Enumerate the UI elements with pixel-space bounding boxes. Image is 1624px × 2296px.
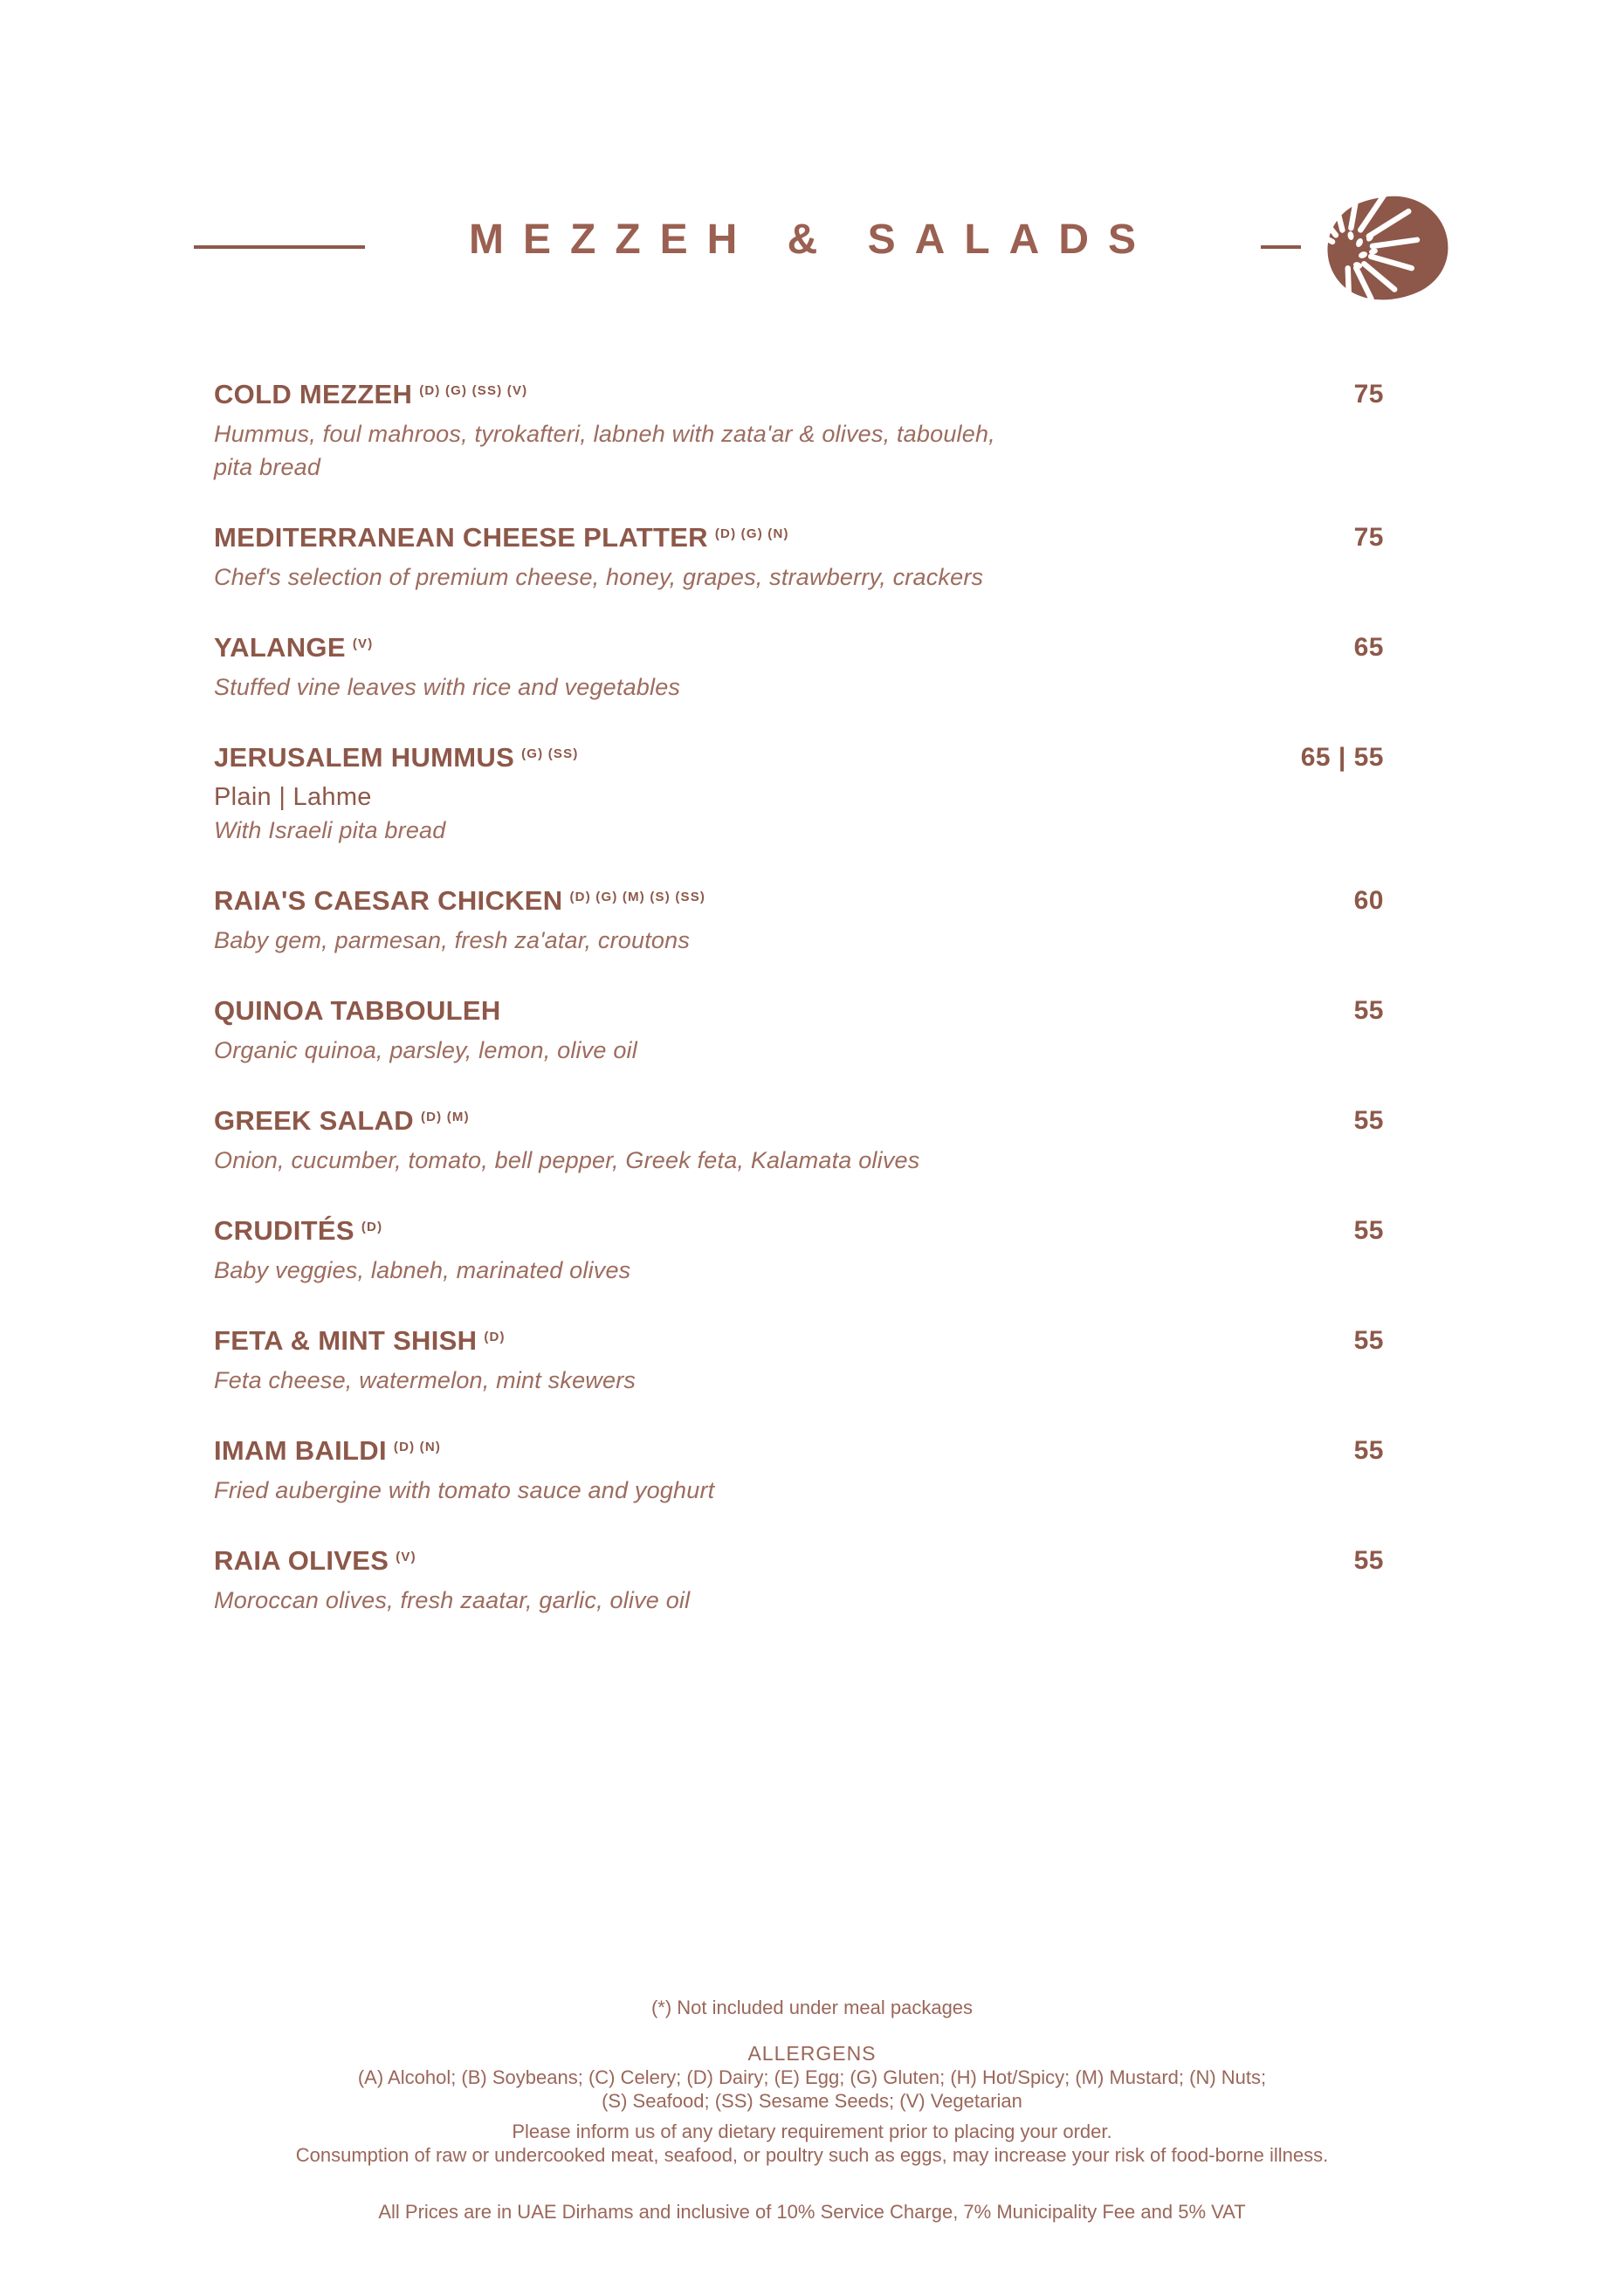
menu-item-title [214, 1323, 506, 1364]
menu-item [214, 993, 1384, 1067]
menu-item-price: 55 [1353, 1546, 1384, 1575]
menu-item-name: IMAM BAILDI [214, 1435, 387, 1466]
menu-item [214, 1103, 1384, 1177]
menu-item-name: FETA & MINT SHISH [214, 1325, 478, 1356]
menu-item-variant: Plain | Lahme [214, 783, 372, 811]
menu-items [214, 377, 1384, 1653]
menu-item-header [214, 1543, 1384, 1584]
allergens-heading: ALLERGENS [747, 2042, 877, 2065]
menu-item-title [214, 1543, 416, 1584]
menu-item-price: 55 [1353, 1436, 1384, 1465]
dietary-notice-line-1: Please inform us of any dietary requirement prior to placing your order. [512, 2121, 1112, 2142]
allergens-legend-line-1: (A) Alcohol; (B) Soybeans; (C) Celery; (D) Dairy; (E) Egg; (G) Gluten; (H) Hot/Spicy; (M) Mustard; (N) Nuts; [357, 2066, 1267, 2088]
menu-item-description: Fried aubergine with tomato sauce and yoghurt [214, 1477, 715, 1503]
menu-item [214, 520, 1384, 594]
menu-item [214, 740, 1384, 847]
menu-item-title [214, 630, 373, 670]
menu-item-title [214, 1103, 470, 1144]
menu-item-price: 55 [1353, 996, 1384, 1025]
menu-item-header [214, 1433, 1384, 1474]
menu-item-header [214, 1323, 1384, 1364]
menu-item-name: COLD MEZZEH [214, 379, 413, 409]
menu-item-description: Hummus, foul mahroos, tyrokafteri, labneh with zata'ar & olives, tabouleh, [214, 421, 995, 447]
menu-item [214, 377, 1384, 484]
menu-item-price: 75 [1353, 380, 1384, 409]
menu-item-allergen-codes: (D) (G) (M) (S) (SS) [569, 890, 706, 904]
header-rule-right [1261, 245, 1301, 249]
menu-item-name: RAIA OLIVES [214, 1545, 389, 1576]
menu-item-name: QUINOA TABBOULEH [214, 995, 501, 1026]
menu-item-name: CRUDITÉS [214, 1215, 354, 1246]
meal-package-note: (*) Not included under meal packages [650, 1997, 974, 2018]
menu-item-header [214, 520, 1384, 560]
menu-item-title [214, 520, 789, 560]
menu-item-allergen-codes: (D) (G) (SS) (V) [419, 383, 528, 398]
menu-item-price: 55 [1353, 1326, 1384, 1355]
menu-item-allergen-codes: (G) (SS) [521, 746, 579, 761]
menu-item-description: With Israeli pita bread [214, 817, 446, 843]
menu-item-description: Baby veggies, labneh, marinated olives [214, 1257, 631, 1283]
menu-item-title [214, 740, 579, 780]
menu-item-title [214, 993, 501, 1034]
menu-item-description: pita bread [214, 454, 321, 480]
menu-item-description: Moroccan olives, fresh zaatar, garlic, olive oil [214, 1587, 691, 1613]
menu-item-header [214, 1103, 1384, 1144]
menu-item-name: GREEK SALAD [214, 1105, 414, 1136]
menu-item-price: 55 [1353, 1216, 1384, 1245]
menu-item-description: Onion, cucumber, tomato, bell pepper, Greek feta, Kalamata olives [214, 1147, 920, 1173]
menu-item-price: 60 [1353, 886, 1384, 915]
menu-item-title [214, 1213, 382, 1254]
menu-item-allergen-codes: (V) [396, 1550, 416, 1564]
menu-item-description: Organic quinoa, parsley, lemon, olive oil [214, 1037, 637, 1063]
menu-item-name: YALANGE [214, 632, 346, 663]
menu-item-header [214, 993, 1384, 1034]
menu-item-price: 65 [1353, 633, 1384, 662]
allergens-legend-line-2: (S) Seafood; (SS) Sesame Seeds; (V) Vegetarian [602, 2090, 1022, 2112]
menu-item-description: Feta cheese, watermelon, mint skewers [214, 1367, 637, 1393]
menu-item [214, 630, 1384, 704]
menu-item-allergen-codes: (D) (N) [393, 1440, 442, 1454]
menu-item-allergen-codes: (D) [484, 1330, 506, 1344]
menu-item-allergen-codes: (D) (G) (N) [714, 526, 789, 541]
menu-item [214, 1323, 1384, 1397]
menu-item-description: Chef's selection of premium cheese, honey, grapes, strawberry, crackers [214, 564, 984, 590]
menu-item-name: RAIA'S CAESAR CHICKEN [214, 885, 563, 916]
prices-notice: All Prices are in UAE Dirhams and inclusive of 10% Service Charge, 7% Municipality Fee and 5% VAT [378, 2201, 1246, 2223]
menu-item-price: 55 [1353, 1106, 1384, 1135]
menu-item-price: 75 [1353, 523, 1384, 552]
header-rule-left [194, 245, 365, 249]
menu-item [214, 1213, 1384, 1287]
menu-item-price: 65 | 55 [1300, 743, 1384, 772]
menu-item-description: Stuffed vine leaves with rice and vegetables [214, 674, 681, 700]
menu-item-header [214, 377, 1384, 417]
menu-item-header [214, 1213, 1384, 1254]
menu-item-title [214, 377, 527, 417]
menu-item-name: MEDITERRANEAN CHEESE PLATTER [214, 522, 708, 553]
dietary-notice-line-2: Consumption of raw or undercooked meat, seafood, or poultry such as eggs, may increase your risk of food-borne illness. [295, 2144, 1329, 2166]
menu-item-header [214, 740, 1384, 780]
page-footer [0, 1996, 1624, 2224]
menu-item [214, 1543, 1384, 1617]
menu-item-allergen-codes: (D) [361, 1220, 383, 1234]
menu-item-allergen-codes: (D) (M) [420, 1110, 470, 1124]
monstera-leaf-icon [1312, 194, 1454, 304]
menu-item-allergen-codes: (V) [352, 636, 374, 651]
menu-item-name: JERUSALEM HUMMUS [214, 742, 515, 773]
page-title: MEZZEH & SALADS [469, 217, 1155, 263]
menu-item-header [214, 883, 1384, 924]
menu-item-title [214, 1433, 441, 1474]
menu-item-description: Baby gem, parmesan, fresh za'atar, croutons [214, 927, 691, 953]
menu-item-header [214, 630, 1384, 670]
menu-item [214, 883, 1384, 957]
menu-item-title [214, 883, 705, 924]
menu-item [214, 1433, 1384, 1507]
